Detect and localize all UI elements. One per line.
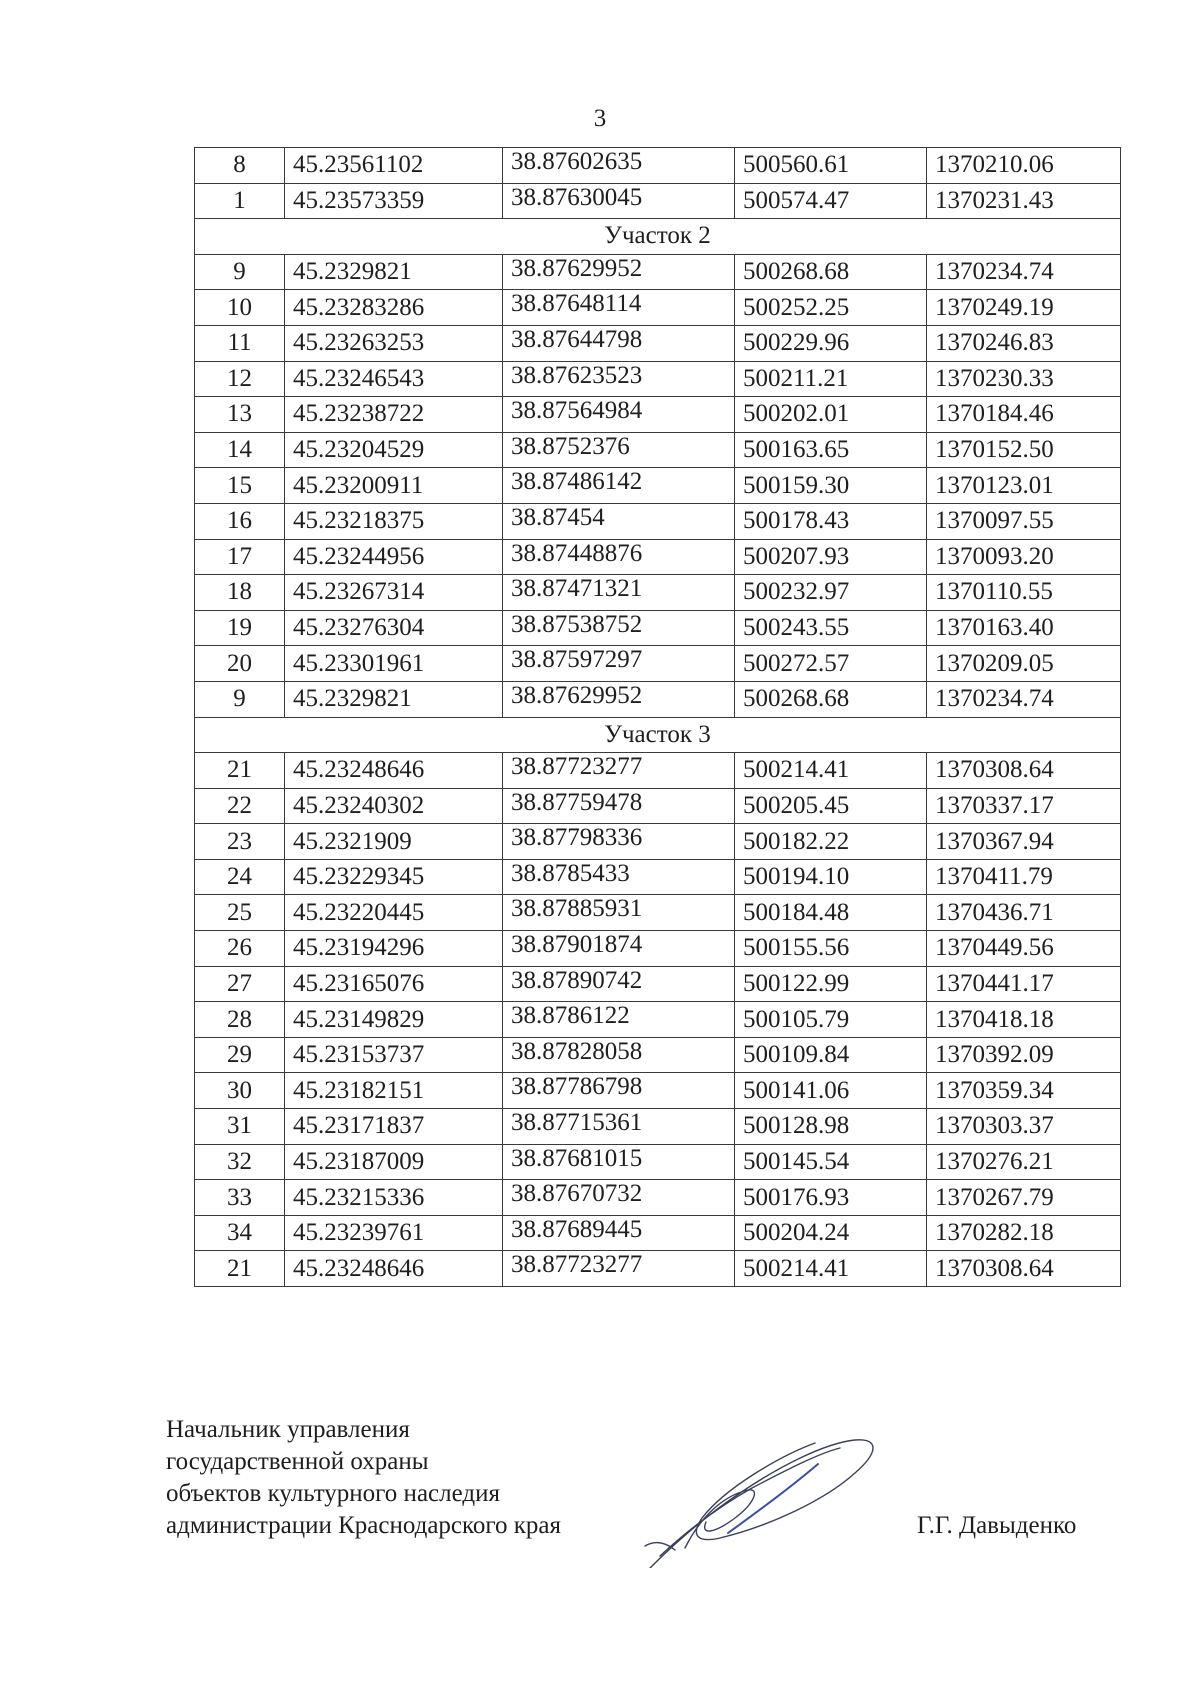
cell-lat: 45.2321909 (285, 824, 503, 860)
cell-lon: 38.8785433 (503, 859, 735, 895)
table-row (195, 325, 1121, 361)
cell-x: 500178.43 (735, 503, 927, 539)
cell-y: 1370282.18 (927, 1215, 1121, 1251)
cell-num: 20 (195, 646, 285, 682)
table-row (195, 859, 1121, 895)
cell-num: 26 (195, 931, 285, 967)
cell-lon: 38.87723277 (503, 753, 735, 789)
cell-lat: 45.23215336 (285, 1180, 503, 1216)
cell-lon: 38.87648114 (503, 290, 735, 326)
cell-lon: 38.8752376 (503, 432, 735, 468)
cell-x: 500272.57 (735, 646, 927, 682)
page-number: 3 (593, 105, 607, 132)
cell-y: 1370234.74 (927, 681, 1121, 717)
table-row (195, 361, 1121, 397)
cell-x: 500574.47 (735, 183, 927, 219)
table-row (195, 468, 1121, 504)
cell-lon: 38.8786122 (503, 1002, 735, 1038)
cell-y: 1370367.94 (927, 824, 1121, 860)
cell-lon: 38.87448876 (503, 539, 735, 575)
cell-num: 12 (195, 361, 285, 397)
table-row (195, 397, 1121, 433)
cell-y: 1370249.19 (927, 290, 1121, 326)
coordinates-table-body (195, 148, 1121, 1287)
cell-lat: 45.23248646 (285, 1251, 503, 1287)
cell-num: 15 (195, 468, 285, 504)
table-row (195, 148, 1121, 184)
cell-y: 1370392.09 (927, 1037, 1121, 1073)
cell-y: 1370230.33 (927, 361, 1121, 397)
cell-lon: 38.87828058 (503, 1037, 735, 1073)
cell-lat: 45.23301961 (285, 646, 503, 682)
cell-x: 500207.93 (735, 539, 927, 575)
cell-x: 500214.41 (735, 753, 927, 789)
cell-y: 1370359.34 (927, 1073, 1121, 1109)
cell-lon: 38.87681015 (503, 1144, 735, 1180)
cell-num: 30 (195, 1073, 285, 1109)
cell-lon: 38.87629952 (503, 681, 735, 717)
table-row (195, 824, 1121, 860)
cell-y: 1370209.05 (927, 646, 1121, 682)
table-row (195, 503, 1121, 539)
cell-y: 1370337.17 (927, 788, 1121, 824)
cell-num: 29 (195, 1037, 285, 1073)
cell-y: 1370418.18 (927, 1002, 1121, 1038)
cell-x: 500105.79 (735, 1002, 927, 1038)
cell-lon: 38.87786798 (503, 1073, 735, 1109)
cell-lat: 45.2329821 (285, 681, 503, 717)
table-row (195, 1037, 1121, 1073)
cell-num: 1 (195, 183, 285, 219)
cell-x: 500122.99 (735, 966, 927, 1002)
cell-lat: 45.23561102 (285, 148, 503, 184)
cell-lon: 38.87759478 (503, 788, 735, 824)
cell-lat: 45.23263253 (285, 325, 503, 361)
table-row (195, 183, 1121, 219)
cell-y: 1370231.43 (927, 183, 1121, 219)
table-row (195, 432, 1121, 468)
cell-lon: 38.87715361 (503, 1109, 735, 1145)
table-row (195, 681, 1121, 717)
cell-x: 500141.06 (735, 1073, 927, 1109)
cell-y: 1370308.64 (927, 1251, 1121, 1287)
section-header-row (195, 717, 1121, 753)
table-row (195, 1215, 1121, 1251)
section-title: Участок 2 (195, 219, 1121, 255)
table-row (195, 753, 1121, 789)
handwritten-signature (640, 1418, 890, 1568)
cell-x: 500159.30 (735, 468, 927, 504)
cell-y: 1370234.74 (927, 254, 1121, 290)
cell-lon: 38.87901874 (503, 931, 735, 967)
cell-num: 19 (195, 610, 285, 646)
signatory-title-line: объектов культурного наследия (166, 1480, 500, 1507)
cell-num: 27 (195, 966, 285, 1002)
cell-y: 1370110.55 (927, 575, 1121, 611)
cell-lat: 45.23182151 (285, 1073, 503, 1109)
signatory-name: Г.Г. Давыденко (917, 1512, 1077, 1539)
cell-lon: 38.87798336 (503, 824, 735, 860)
table-row (195, 966, 1121, 1002)
table-row (195, 610, 1121, 646)
cell-lat: 45.23187009 (285, 1144, 503, 1180)
cell-lat: 45.23165076 (285, 966, 503, 1002)
cell-lon: 38.87538752 (503, 610, 735, 646)
cell-y: 1370267.79 (927, 1180, 1121, 1216)
cell-num: 11 (195, 325, 285, 361)
cell-lat: 45.23238722 (285, 397, 503, 433)
signatory-title-line: администрации Краснодарского края (166, 1512, 562, 1539)
cell-lon: 38.87723277 (503, 1251, 735, 1287)
cell-x: 500182.22 (735, 824, 927, 860)
cell-x: 500194.10 (735, 859, 927, 895)
cell-y: 1370276.21 (927, 1144, 1121, 1180)
cell-num: 10 (195, 290, 285, 326)
cell-lat: 45.2329821 (285, 254, 503, 290)
cell-x: 500268.68 (735, 681, 927, 717)
cell-num: 22 (195, 788, 285, 824)
cell-lat: 45.23229345 (285, 859, 503, 895)
cell-x: 500176.93 (735, 1180, 927, 1216)
cell-num: 34 (195, 1215, 285, 1251)
cell-lon: 38.87689445 (503, 1215, 735, 1251)
cell-y: 1370308.64 (927, 753, 1121, 789)
cell-num: 28 (195, 1002, 285, 1038)
cell-lon: 38.87602635 (503, 148, 735, 184)
section-header-row (195, 219, 1121, 255)
table-row (195, 1144, 1121, 1180)
cell-x: 500252.25 (735, 290, 927, 326)
table-row (195, 1073, 1121, 1109)
cell-x: 500184.48 (735, 895, 927, 931)
cell-x: 500229.96 (735, 325, 927, 361)
cell-num: 9 (195, 254, 285, 290)
cell-num: 31 (195, 1109, 285, 1145)
cell-lat: 45.23283286 (285, 290, 503, 326)
cell-x: 500243.55 (735, 610, 927, 646)
cell-x: 500232.97 (735, 575, 927, 611)
table-row (195, 1109, 1121, 1145)
signatory-title-line: Начальник управления (166, 1416, 410, 1443)
cell-x: 500155.56 (735, 931, 927, 967)
table-row (195, 290, 1121, 326)
cell-lon: 38.87890742 (503, 966, 735, 1002)
signature-strokes (645, 1440, 873, 1568)
cell-lon: 38.87471321 (503, 575, 735, 611)
cell-y: 1370303.37 (927, 1109, 1121, 1145)
cell-y: 1370441.17 (927, 966, 1121, 1002)
table-row (195, 646, 1121, 682)
cell-num: 21 (195, 753, 285, 789)
cell-lon: 38.87670732 (503, 1180, 735, 1216)
cell-num: 32 (195, 1144, 285, 1180)
cell-lon: 38.87623523 (503, 361, 735, 397)
cell-lat: 45.23276304 (285, 610, 503, 646)
cell-lon: 38.87644798 (503, 325, 735, 361)
cell-lon: 38.87454 (503, 503, 735, 539)
cell-y: 1370246.83 (927, 325, 1121, 361)
table-row (195, 1251, 1121, 1287)
cell-lat: 45.23240302 (285, 788, 503, 824)
cell-y: 1370411.79 (927, 859, 1121, 895)
cell-y: 1370097.55 (927, 503, 1121, 539)
cell-x: 500204.24 (735, 1215, 927, 1251)
cell-num: 21 (195, 1251, 285, 1287)
cell-lat: 45.23204529 (285, 432, 503, 468)
cell-lat: 45.23246543 (285, 361, 503, 397)
table-row (195, 539, 1121, 575)
cell-x: 500268.68 (735, 254, 927, 290)
cell-y: 1370152.50 (927, 432, 1121, 468)
cell-num: 18 (195, 575, 285, 611)
cell-num: 13 (195, 397, 285, 433)
cell-lon: 38.87629952 (503, 254, 735, 290)
cell-num: 23 (195, 824, 285, 860)
cell-lon: 38.87885931 (503, 895, 735, 931)
cell-lat: 45.23153737 (285, 1037, 503, 1073)
cell-x: 500128.98 (735, 1109, 927, 1145)
table-row (195, 788, 1121, 824)
cell-x: 500109.84 (735, 1037, 927, 1073)
cell-num: 17 (195, 539, 285, 575)
cell-lat: 45.23171837 (285, 1109, 503, 1145)
cell-lat: 45.23194296 (285, 931, 503, 967)
cell-y: 1370210.06 (927, 148, 1121, 184)
cell-lat: 45.23200911 (285, 468, 503, 504)
cell-y: 1370123.01 (927, 468, 1121, 504)
cell-num: 25 (195, 895, 285, 931)
signatory-title-line: государственной охраны (166, 1448, 429, 1475)
cell-num: 9 (195, 681, 285, 717)
cell-lon: 38.87564984 (503, 397, 735, 433)
cell-y: 1370184.46 (927, 397, 1121, 433)
cell-x: 500163.65 (735, 432, 927, 468)
cell-lat: 45.23218375 (285, 503, 503, 539)
cell-x: 500205.45 (735, 788, 927, 824)
cell-lat: 45.23239761 (285, 1215, 503, 1251)
cell-x: 500214.41 (735, 1251, 927, 1287)
section-title: Участок 3 (195, 717, 1121, 753)
table-row (195, 931, 1121, 967)
table-row (195, 1180, 1121, 1216)
table-row (195, 1002, 1121, 1038)
cell-x: 500202.01 (735, 397, 927, 433)
cell-num: 14 (195, 432, 285, 468)
cell-lon: 38.87486142 (503, 468, 735, 504)
cell-lat: 45.23244956 (285, 539, 503, 575)
cell-y: 1370093.20 (927, 539, 1121, 575)
cell-x: 500211.21 (735, 361, 927, 397)
cell-lat: 45.23248646 (285, 753, 503, 789)
cell-num: 16 (195, 503, 285, 539)
table-row (195, 575, 1121, 611)
signatory-title (166, 1414, 561, 1542)
cell-lon: 38.87630045 (503, 183, 735, 219)
cell-num: 24 (195, 859, 285, 895)
cell-y: 1370163.40 (927, 610, 1121, 646)
cell-num: 33 (195, 1180, 285, 1216)
signature-ink-stroke (728, 1464, 818, 1533)
coordinates-table (194, 147, 1121, 1287)
cell-y: 1370449.56 (927, 931, 1121, 967)
table-row (195, 254, 1121, 290)
cell-x: 500560.61 (735, 148, 927, 184)
cell-lat: 45.23267314 (285, 575, 503, 611)
cell-x: 500145.54 (735, 1144, 927, 1180)
cell-num: 8 (195, 148, 285, 184)
cell-lat: 45.23149829 (285, 1002, 503, 1038)
cell-lon: 38.87597297 (503, 646, 735, 682)
table-row (195, 895, 1121, 931)
cell-lat: 45.23220445 (285, 895, 503, 931)
cell-lat: 45.23573359 (285, 183, 503, 219)
cell-y: 1370436.71 (927, 895, 1121, 931)
